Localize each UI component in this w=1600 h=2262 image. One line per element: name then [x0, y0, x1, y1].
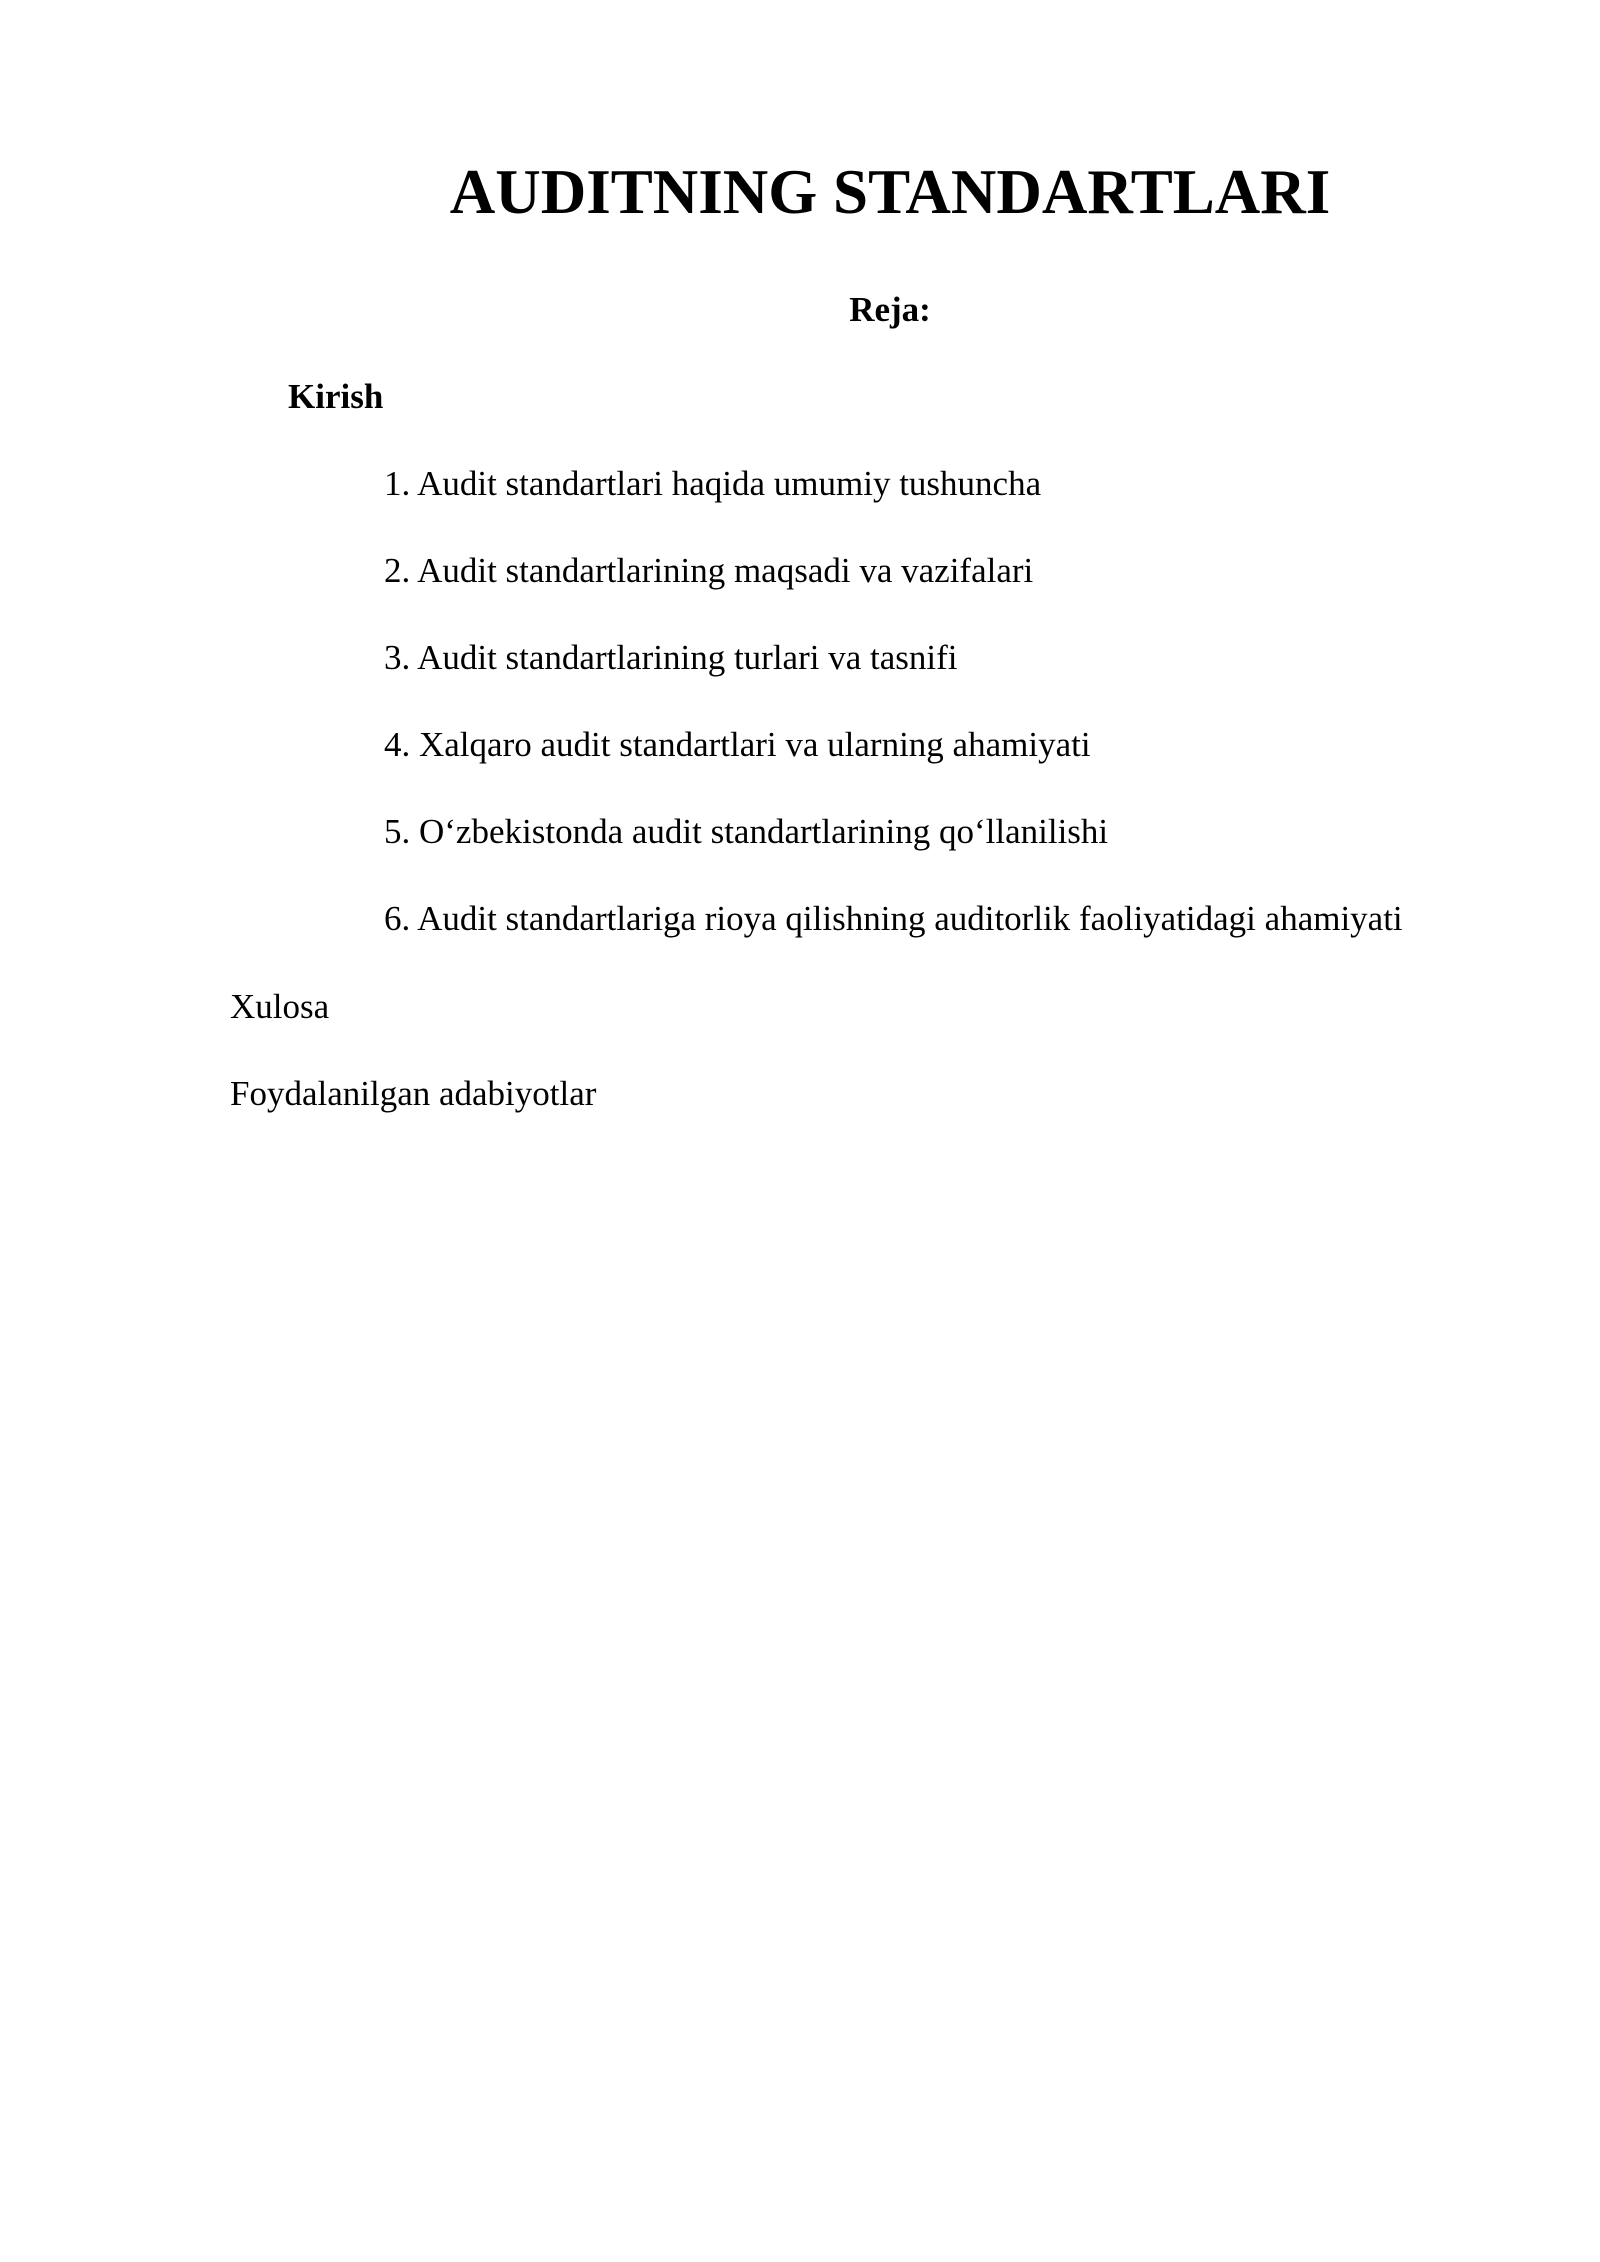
plan-item: 3. Audit standartlarining turlari va tasnifi	[384, 638, 958, 677]
plan-list	[384, 462, 1403, 984]
references-heading: Foydalanilgan adabiyotlar	[230, 1074, 597, 1113]
conclusion-heading: Xulosa	[230, 987, 330, 1026]
plan-heading: Reja:	[849, 290, 931, 329]
intro-heading: Kirish	[288, 377, 384, 416]
plan-item: 5. O‘zbekistonda audit standartlarining qo‘llanilishi	[384, 812, 1109, 851]
plan-item: 2. Audit standartlarining maqsadi va vazifalari	[384, 551, 1034, 590]
document-title: AUDITNING STANDARTLARI	[449, 157, 1331, 227]
plan-item: 4. Xalqaro audit standartlari va ularning ahamiyati	[384, 725, 1091, 764]
plan-item: 1. Audit standartlari haqida umumiy tushuncha	[384, 464, 1042, 503]
plan-item: 6. Audit standartlariga rioya qilishning auditorlik faoliyatidagi ahamiyati	[384, 899, 1403, 938]
